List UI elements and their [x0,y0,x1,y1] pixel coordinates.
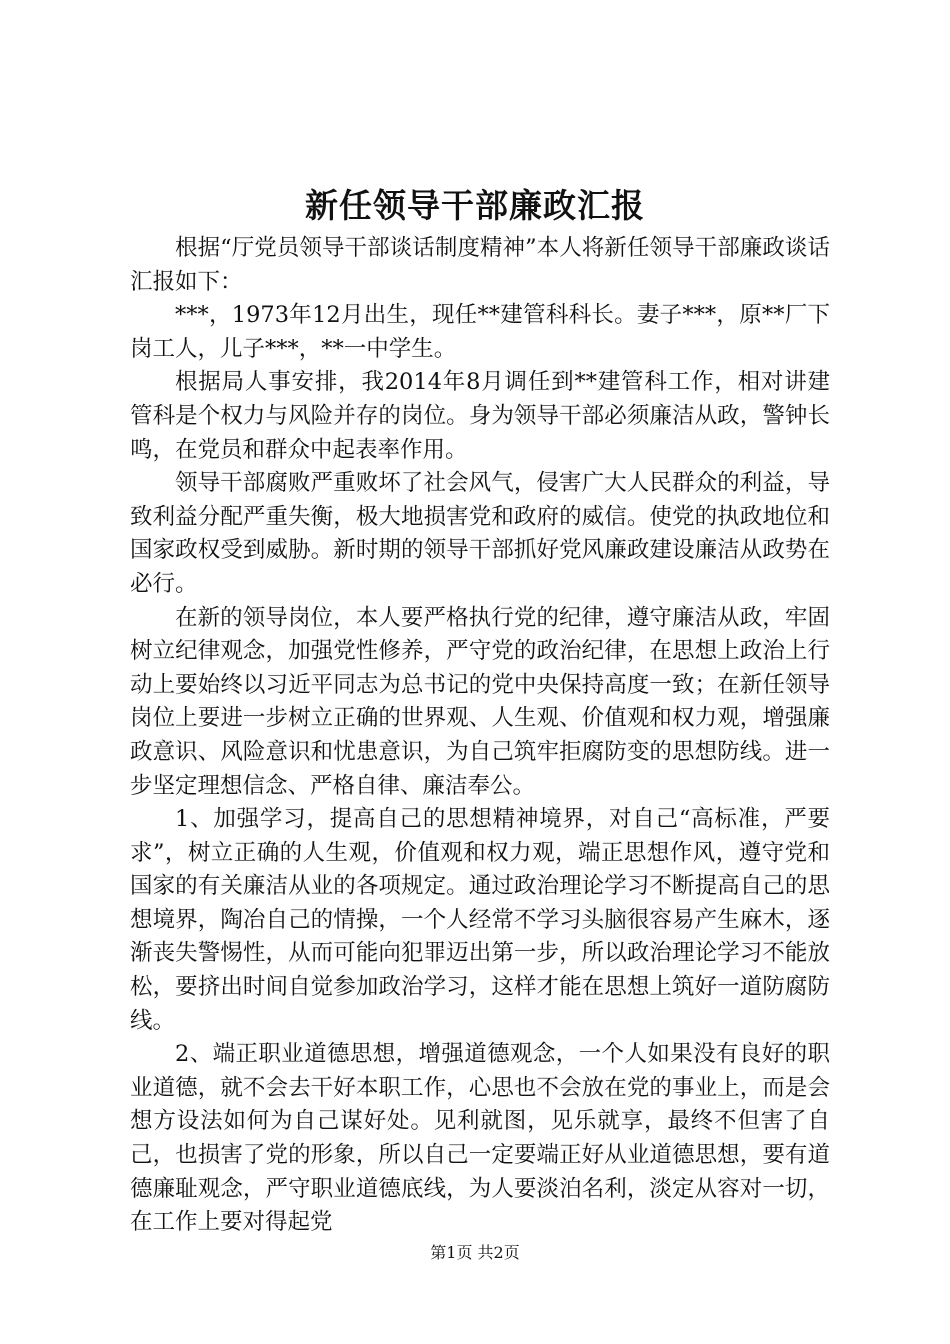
paragraph-point-1: 1、加强学习，提高自己的思想精神境界，对自己“高标准，严要求”，树立正确的人生观，价值观和权力观，端正思想作风，遵守党和国家的有关廉洁从业的各项规定。通过政治理论学习不断提高自己的思想境界，陶冶自己的情操，一个人经常不学习头脑很容易产生麻木，逐渐丧失警惕性，从而可能向犯罪迈出第一步，所以政治理论学习不能放松，要挤出时间自觉参加政治学习，这样才能在思想上筑好一道防腐防线。 [130,806,830,1034]
paragraph-corruption-harm: 领导干部腐败严重败坏了社会风气，侵害广大人民群众的利益，导致利益分配严重失衡，极大地损害党和政府的威信。使党的执政地位和国家政权受到威胁。新时期的领导干部抓好党风廉政建设廉洁从政势在必行。 [130,470,830,597]
paragraph-point-2: 2、端正职业道德思想，增强道德观念，一个人如果没有良好的职业道德，就不会去干好本职工作，心思也不会放在党的事业上，而是会想方设法如何为自己谋好处。见利就图，见乐就享，最终不但害了自己，也损害了党的形象，所以自己一定要端正好从业道德思想，要有道德廉耻观念，严守职业道德底线，为人要淡泊名利，淡定从容对一切，在工作上要对得起党 [130,1041,830,1236]
paragraph-commitment: 在新的领导岗位，本人要严格执行党的纪律，遵守廉洁从政，牢固树立纪律观念，加强党性修养，严守党的政治纪律，在思想上政治上行动上要始终以习近平同志为总书记的党中央保持高度一致；在新任领导岗位上要进一步树立正确的世界观、人生观、价值观和权力观，增强廉政意识、风险意识和忧患意识，为自己筑牢拒腐防变的思想防线。进一步坚定理想信念、严格自律、廉洁奉公。 [130,604,830,799]
paragraph-intro: 根据“厅党员领导干部谈话制度精神”本人将新任领导干部廉政谈话汇报如下： [130,235,830,295]
document-title: 新任领导干部廉政汇报 [305,186,645,225]
paragraph-appointment: 根据局人事安排，我2014年8月调任到**建管科工作，相对讲建管科是个权力与风险并存的岗位。身为领导干部必须廉洁从政，警钟长鸣，在党员和群众中起表率作用。 [130,369,830,463]
page-number-footer: 第1页 共2页 [430,1243,520,1262]
document-body [130,232,830,1240]
paragraph-personal-info: ***，1973年12月出生，现任**建管科科长。妻子***，原**厂下岗工人，儿子***，**一中学生。 [130,302,830,362]
